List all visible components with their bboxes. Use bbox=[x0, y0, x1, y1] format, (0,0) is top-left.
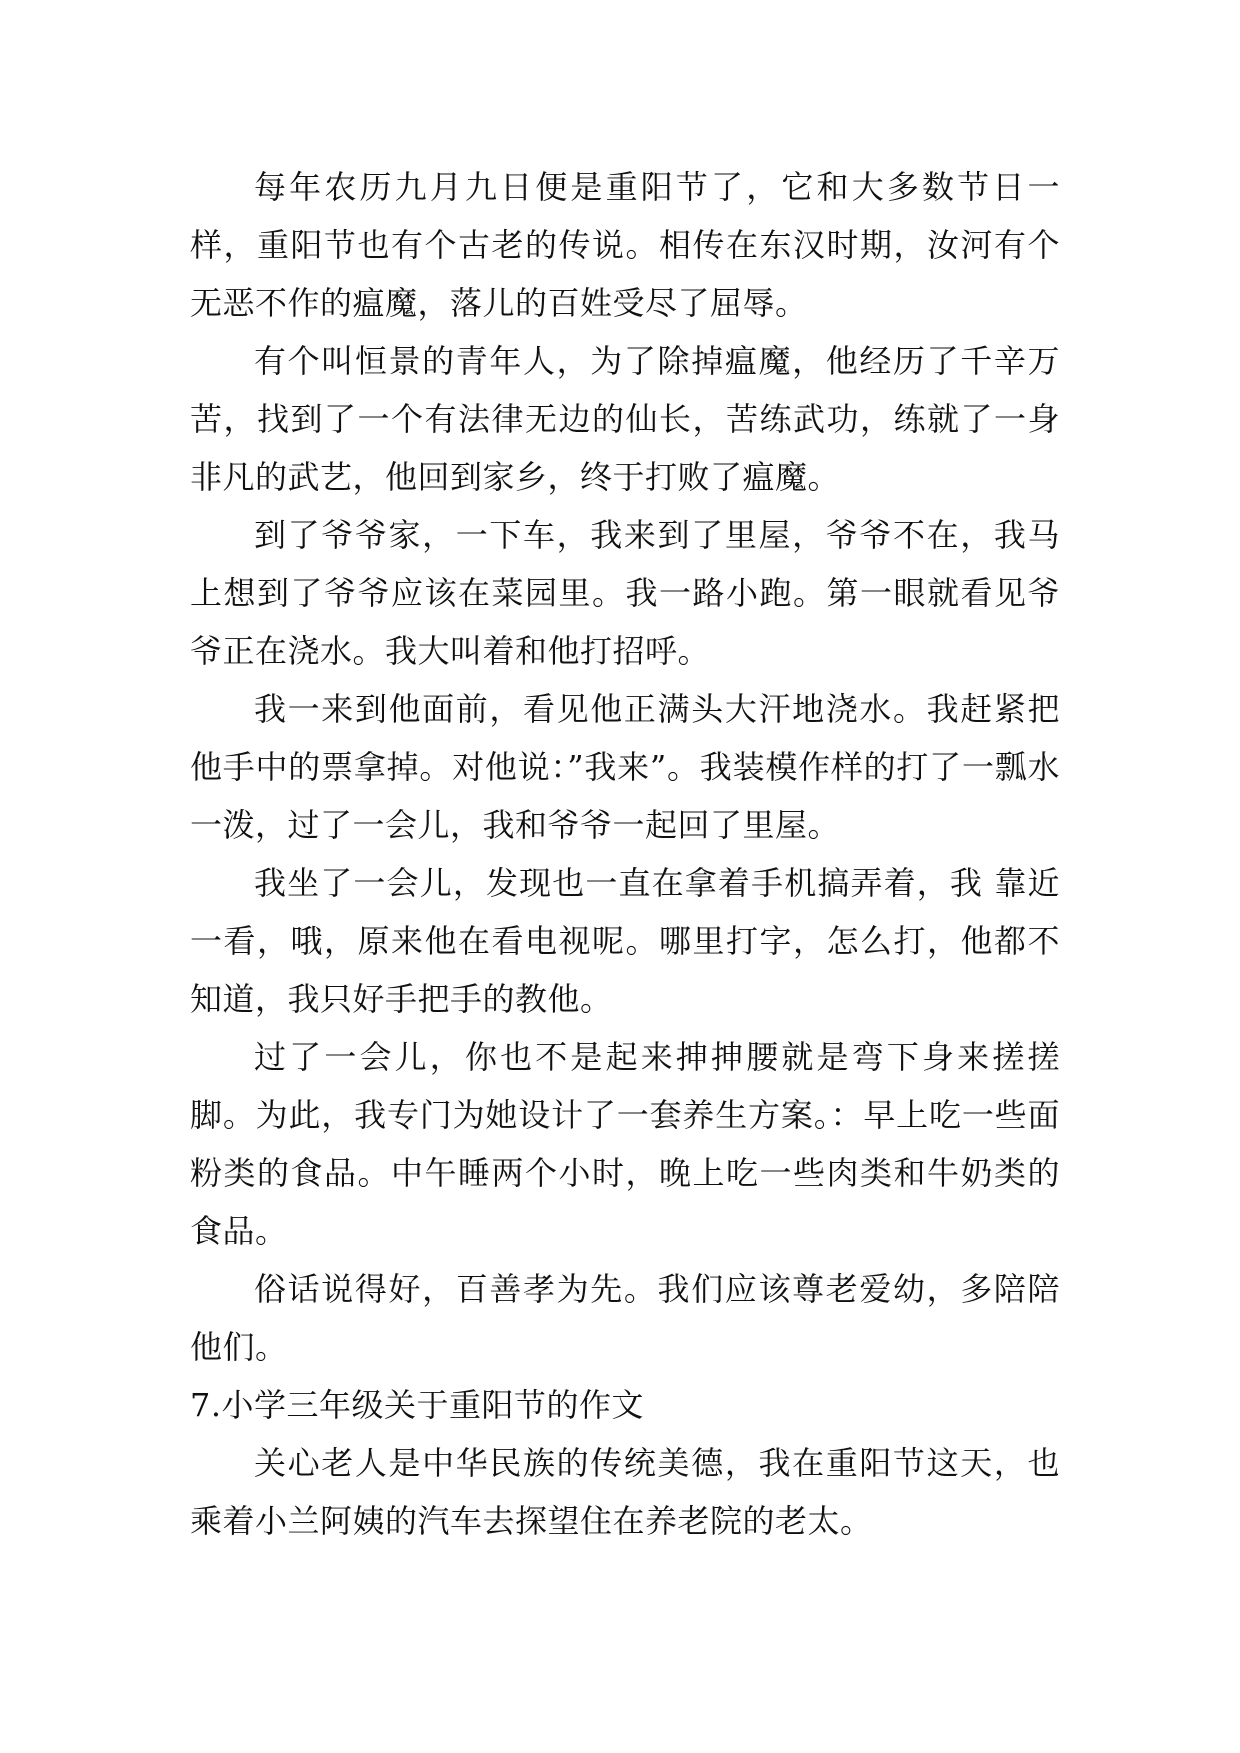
paragraph-conclusion: 俗话说得好，百善孝为先。我们应该尊老爱幼，多陪陪他们。 bbox=[190, 1270, 1060, 1366]
section-heading: 7.小学三年级关于重阳节的作文 bbox=[190, 1386, 645, 1424]
paragraph-grandpa-garden: 到了爷爷家，一下车，我来到了里屋，爷爷不在，我马上想到了爷爷应该在菜园里。我一路小跑。第一眼就看见爷爷正在浇水。我大叫着和他打招呼。 bbox=[190, 516, 1060, 670]
paragraph-health-plan: 过了一会儿，你也不是起来抻抻腰就是弯下身来搓搓脚。为此，我专门为她设计了一套养生方案。：早上吃一些面粉类的食品。中午睡两个小时，晚上吃一些肉类和牛奶类的食品。 bbox=[190, 1038, 1060, 1250]
paragraph-hengjing: 有个叫恒景的青年人，为了除掉瘟魔，他经历了千辛万苦，找到了一个有法律无边的仙长，苦练武功，练就了一身非凡的武艺，他回到家乡，终于打败了瘟魔。 bbox=[190, 342, 1060, 496]
paragraph-legend: 每年农历九月九日便是重阳节了，它和大多数节日一样，重阳节也有个古老的传说。相传在东汉时期，汝河有个无恶不作的瘟魔，落儿的百姓受尽了屈辱。 bbox=[190, 168, 1060, 322]
paragraph-watering: 我一来到他面前，看见他正满头大汗地浇水。我赶紧把他手中的票拿掉。对他说：”我来”。我装模作样的打了一瓢水一泼，过了一会儿，我和爷爷一起回了里屋。 bbox=[190, 690, 1060, 844]
paragraph-phone: 我坐了一会儿，发现也一直在拿着手机搞弄着，我 靠近一看，哦，原来他在看电视呢。哪里打字，怎么打，他都不知道，我只好手把手的教他。 bbox=[190, 864, 1060, 1018]
document-body bbox=[190, 158, 1060, 1550]
paragraph-nursing-home: 关心老人是中华民族的传统美德，我在重阳节这天，也乘着小兰阿姨的汽车去探望住在养老院的老太。 bbox=[190, 1444, 1060, 1540]
